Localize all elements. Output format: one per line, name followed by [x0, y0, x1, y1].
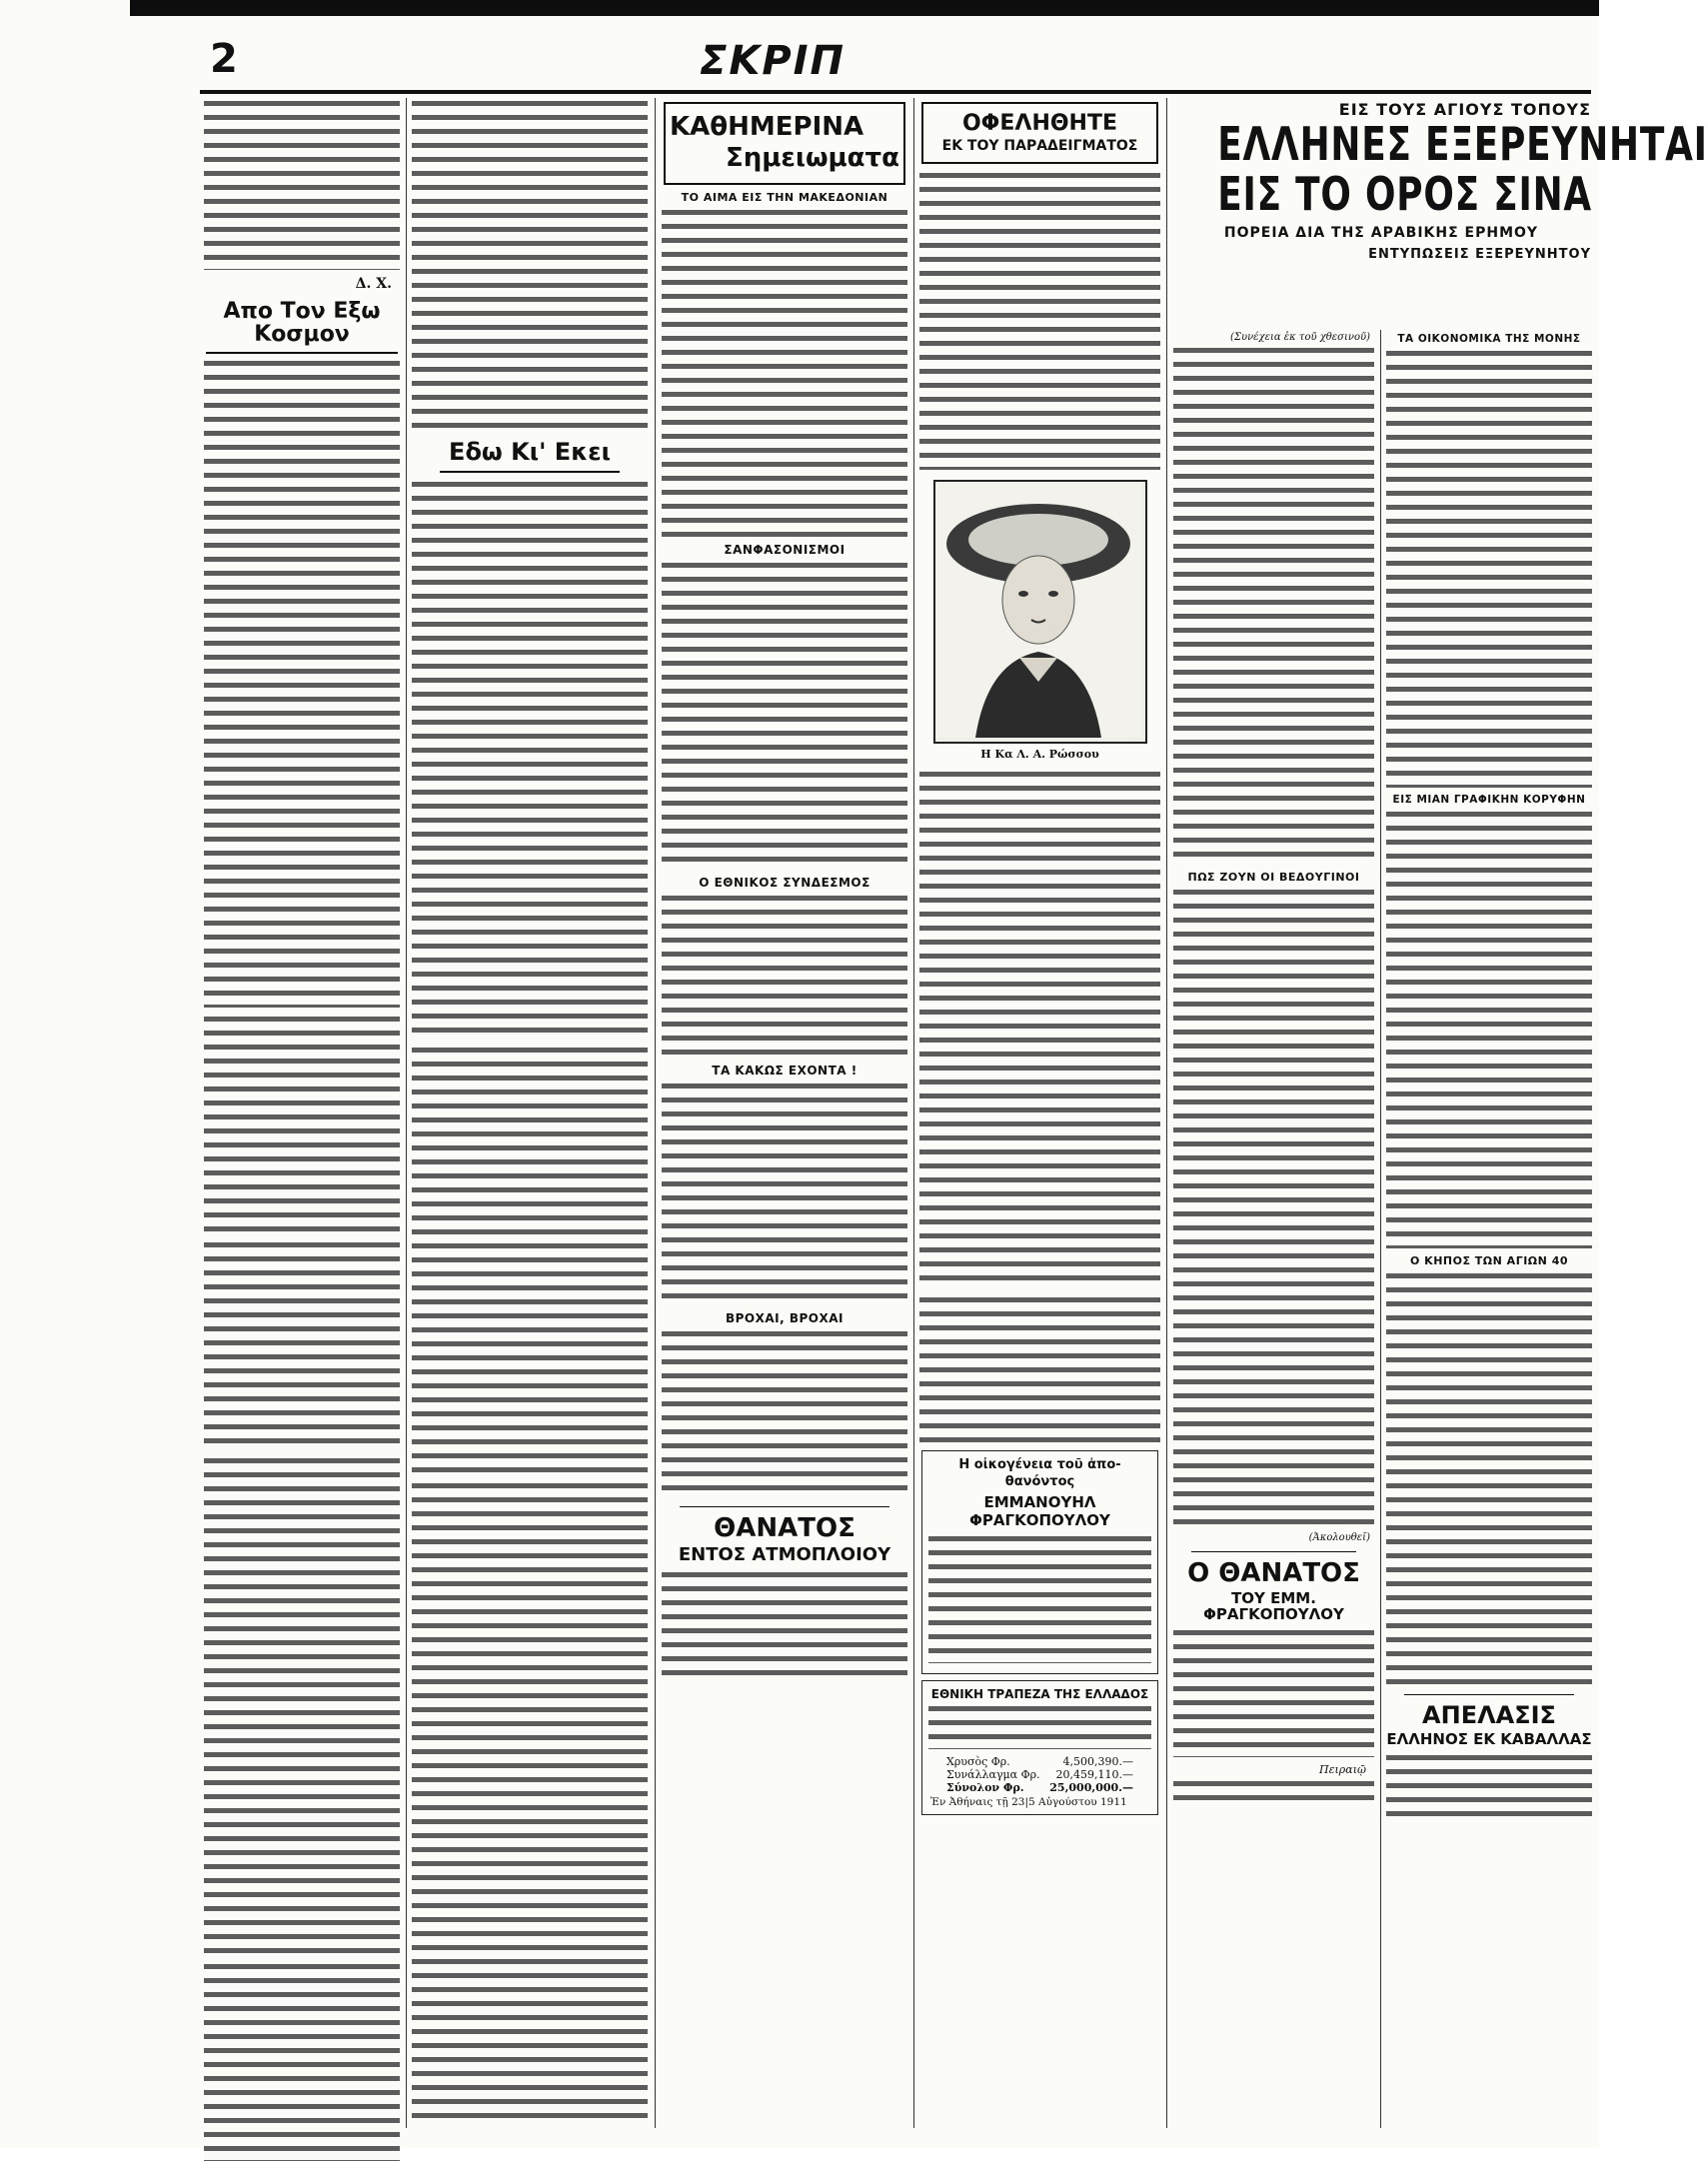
- expulsion-subheading: ΕΛΛΗΝΟΣ ΕΚ ΚΑΒΑΛΛΑΣ: [1386, 1730, 1592, 1749]
- article-text-block: [204, 1455, 400, 1955]
- bank-label: Συνάλλαγμα Φρ.: [946, 1767, 1040, 1781]
- article-signature: Δ. Χ.: [355, 276, 392, 292]
- notice-deceased-name: ΕΜΜΑΝΟΥΗΛ ΦΡΑΓΚΟΠΟΥΛΟΥ: [969, 1492, 1110, 1529]
- subheading-fashionisms: ΣΑΝΦΑΣΟΝΙΣΜΟΙ: [724, 542, 846, 557]
- article-text-block: [1386, 809, 1592, 1248]
- article-text-block: [412, 479, 648, 1039]
- heading-notes: Σημειωματα: [725, 143, 899, 174]
- daily-notes-header: [664, 102, 905, 185]
- bank-value: 20,459,110.—: [1055, 1767, 1133, 1781]
- article-text-block: [412, 98, 648, 428]
- article-text-block: [919, 769, 1160, 1288]
- headline-title-1: ΕΛΛΗΝΕΣ ΕΞΕΡΕΥΝΗΤΑΙ: [1217, 117, 1708, 171]
- column-rule: [1380, 330, 1381, 2128]
- bank-date: Ἐν Ἀθήναις τῇ 23|5 Αὐγούστου 1911: [930, 1795, 1127, 1808]
- article-text-block: [1173, 887, 1374, 1526]
- column-rule: [655, 98, 656, 2128]
- bank-value: 4,500,390.—: [1062, 1754, 1133, 1768]
- separator: [680, 1506, 889, 1507]
- heading-daily: ΚΑθΗΜΕΡΙΝΑ: [670, 112, 864, 142]
- headline-subtitle-2: ΕΝΤΥΠΩΣΕΙΣ ΕΞΕΡΕΥΝΗΤΟΥ: [1368, 247, 1591, 262]
- separator: [1404, 1694, 1574, 1695]
- bank-label: Σύνολον Φρ.: [946, 1780, 1024, 1794]
- notice-text-block: [928, 1533, 1151, 1663]
- article-text-block: [204, 1014, 400, 1233]
- newspaper-masthead: ΣΚΡΙΠ: [700, 38, 846, 84]
- article-text-block: [919, 1294, 1160, 1444]
- death-subheading: ΕΝΤΟΣ ΑΤΜΟΠΛΟΙΟΥ: [678, 1543, 891, 1565]
- headline-kicker: ΕΙΣ ΤΟΥΣ ΑΓΙΟΥΣ ΤΟΠΟΥΣ: [1338, 100, 1591, 119]
- article-text-block: [662, 1328, 907, 1498]
- death-heading: ΘΑΝΑΤΟΣ: [714, 1512, 855, 1543]
- heading-benefit: ΟΦΕΛΗΘΗΤΕ: [961, 111, 1118, 136]
- follows-note: (Ἀκολουθεῖ): [1308, 1532, 1370, 1543]
- bank-text-block: [928, 1703, 1151, 1749]
- subheading-garden: Ο ΚΗΠΟΣ ΤΩΝ ΑΓΙΩΝ 40: [1409, 1254, 1568, 1267]
- column-6: [1384, 330, 1594, 2128]
- section-heading-foreign: Απο Τον Εξω Κοσμον: [206, 296, 398, 354]
- article-text-block: [919, 170, 1160, 470]
- portrait-illustration: [935, 482, 1141, 738]
- notice-heading-2: θανόντος: [1004, 1473, 1075, 1489]
- column-5: [1171, 330, 1376, 2128]
- article-text-block: [1386, 1752, 1592, 1822]
- bank-notice: [921, 1680, 1158, 1815]
- death-heading: Ο ΘΑΝΑΤΟΣ: [1187, 1558, 1360, 1588]
- article-text-block: [662, 893, 907, 1058]
- separator: [1191, 1551, 1356, 1552]
- woman-portrait-image: [933, 480, 1147, 744]
- holy-places-headline: [1171, 98, 1708, 268]
- article-text-block: [1386, 1270, 1592, 1600]
- bank-title: ΕΘΝΙΚΗ ΤΡΑΠΕΖΑ ΤΗΣ ΕΛΛΑΔΟΣ: [930, 1686, 1149, 1701]
- death-subheading: ΤΟΥ ΕΜΜ. ΦΡΑΓΚΟΠΟΥΛΟΥ: [1203, 1589, 1344, 1624]
- continued-note: (Συνέχεια ἐκ τοῦ χθεσινοῦ): [1230, 332, 1370, 343]
- column-2: [410, 98, 650, 2128]
- bank-label: Χρυσὸς Φρ.: [946, 1754, 1010, 1768]
- article-text-block: [662, 1569, 907, 1679]
- bank-row-gold: [926, 1755, 1153, 1768]
- article-text-block: [1386, 348, 1592, 788]
- article-text-block: [204, 358, 400, 1008]
- article-text-block: [662, 1080, 907, 1305]
- article-text-block: [1173, 345, 1374, 865]
- article-text-block: [1173, 1627, 1374, 1757]
- headline-subtitle: ΠΟΡΕΙΑ ΔΙΑ ΤΗΣ ΑΡΑΒΙΚΗΣ ΕΡΗΜΟΥ: [1223, 225, 1539, 241]
- subheading-macedonia: ΤΟ ΑΙΜΑ ΕΙΣ ΤΗΝ ΜΑΚΕΔΟΝΙΑΝ: [681, 190, 888, 204]
- family-notice: [921, 1450, 1158, 1674]
- subheading-rains: ΒΡΟΧΑΙ, ΒΡΟΧΑΙ: [725, 1310, 845, 1325]
- expulsion-heading: ΑΠΕΛΑΣΙΣ: [1422, 1701, 1556, 1729]
- section-heading-here-there: Εδω Κι' Εκει: [440, 434, 620, 473]
- heading-example: ΕΚ ΤΟΥ ΠΑΡΑΔΕΙΓΜΑΤΟΣ: [941, 138, 1138, 155]
- subheading-bedouins: ΠΩΣ ΖΟΥΝ ΟΙ ΒΕΔΟΥΓΙΝΟΙ: [1187, 871, 1360, 884]
- article-text-block: [1173, 1778, 1374, 1808]
- subheading-peak: ΕΙΣ ΜΙΑΝ ΓΡΑΦΙΚΗΝ ΚΟΡΥΦΗΝ: [1392, 794, 1586, 806]
- dateline-city: Πειραιῷ: [1319, 1762, 1366, 1776]
- benefit-header: [921, 102, 1158, 164]
- article-text-block: [1386, 1606, 1592, 1686]
- column-1: [202, 98, 402, 2128]
- article-text-block: [662, 207, 907, 537]
- column-rule: [913, 98, 914, 2128]
- subheading-national-league: Ο ΕΘΝΙΚΟΣ ΣΥΝΔΕΣΜΟΣ: [699, 875, 870, 890]
- article-text-block: [662, 560, 907, 870]
- column-4: [917, 98, 1162, 2128]
- top-scan-border: [130, 0, 1599, 16]
- subheading-monastery-finances: ΤΑ ΟΙΚΟΝΟΜΙΚΑ ΤΗΣ ΜΟΝΗΣ: [1397, 333, 1581, 345]
- bank-row-exchange: [926, 1768, 1153, 1781]
- article-text-block: [204, 1239, 400, 1449]
- portrait-caption: Η Κα Λ. Α. Ρώσσου: [980, 747, 1099, 761]
- bank-value: 25,000,000.—: [1049, 1780, 1133, 1794]
- headline-title-2: ΕΙΣ ΤΟ ΟΡΟΣ ΣΙΝΑ: [1217, 167, 1592, 221]
- bank-row-total: [926, 1781, 1153, 1794]
- subheading-bad-state: ΤΑ ΚΑΚΩΣ ΕΧΟΝΤΑ !: [712, 1063, 857, 1078]
- column-rule: [406, 98, 407, 2128]
- article-text-block: [204, 98, 400, 270]
- article-text-block: [204, 1961, 400, 2161]
- article-text-block: [412, 1480, 648, 2120]
- column-3: [660, 98, 909, 2128]
- masthead-rule: [200, 90, 1591, 94]
- page-number: 2: [210, 36, 238, 82]
- article-text-block: [412, 1045, 648, 1474]
- notice-heading-1: Η οἰκογένεια τοῦ ἀπο-: [958, 1456, 1121, 1472]
- column-rule: [1166, 98, 1167, 2128]
